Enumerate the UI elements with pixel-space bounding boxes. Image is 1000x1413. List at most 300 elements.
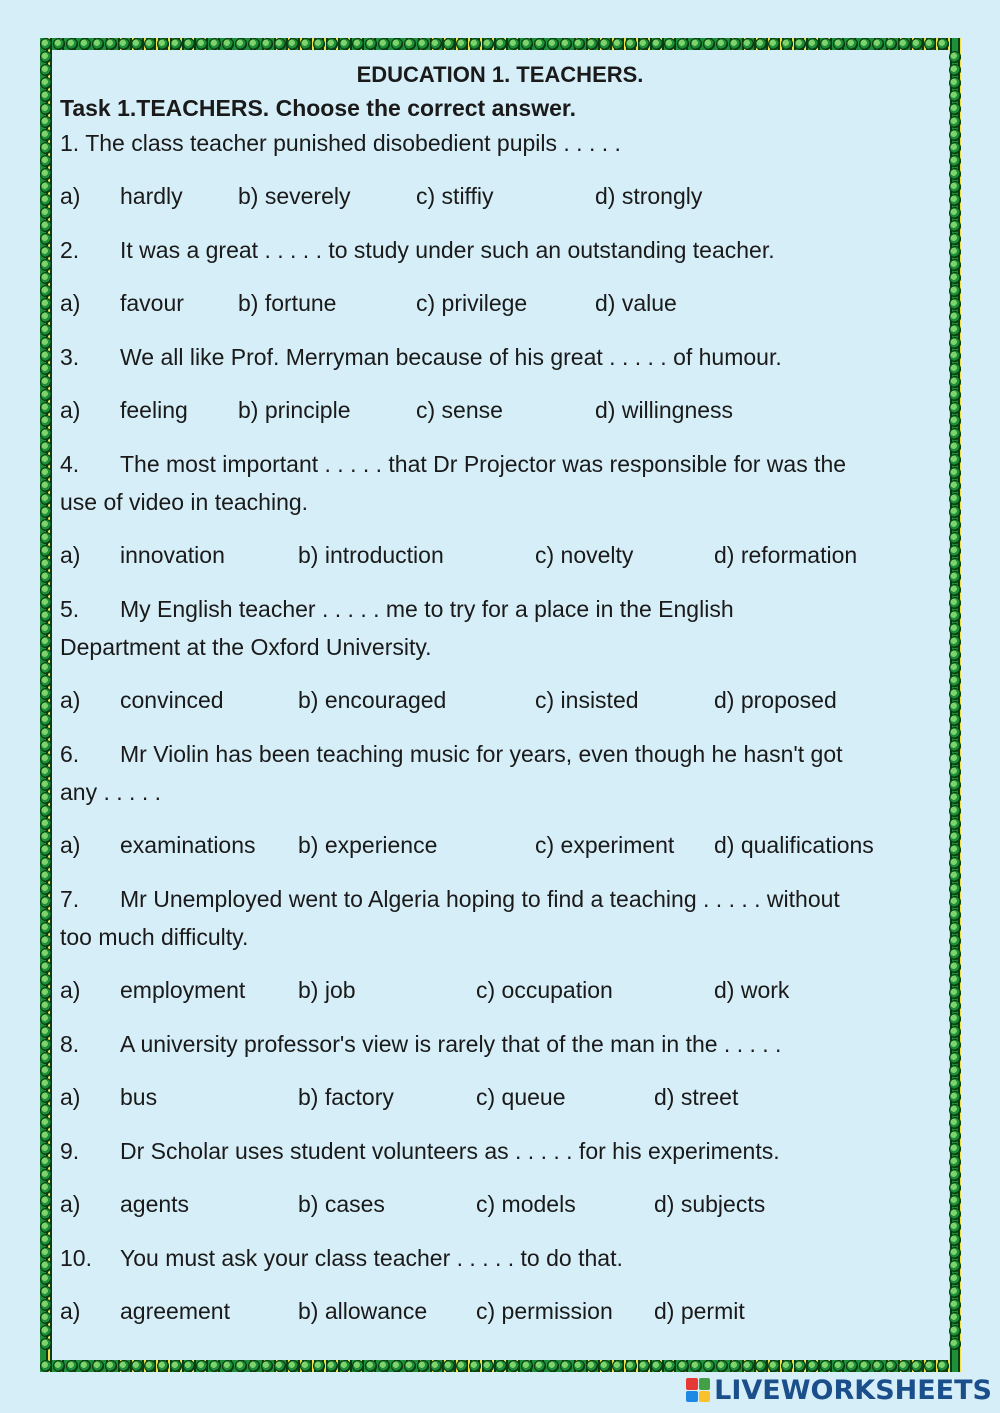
globe-icon [209, 1360, 221, 1372]
logo-square-2 [699, 1378, 711, 1390]
answer-option[interactable]: c) insisted [535, 687, 639, 713]
globe-icon [949, 376, 961, 388]
globe-icon [40, 779, 52, 791]
globe-icon [573, 38, 585, 50]
globe-icon [949, 337, 961, 349]
globe-icon [949, 870, 961, 882]
globe-icon [833, 38, 845, 50]
globe-icon [949, 1169, 961, 1181]
liveworksheets-logo [686, 1373, 992, 1407]
globe-icon [949, 766, 961, 778]
globe-icon [949, 1039, 961, 1051]
globe-icon [949, 545, 961, 557]
globe-icon [40, 571, 52, 583]
globe-icon [40, 38, 52, 50]
answer-option[interactable]: d) street [654, 1084, 739, 1110]
globe-icon [742, 38, 754, 50]
globe-icon [40, 1273, 52, 1285]
globe-icon [430, 1360, 442, 1372]
globe-icon [40, 701, 52, 713]
globe-icon [690, 1360, 702, 1372]
globe-icon [261, 38, 273, 50]
question-number: 10. [60, 1245, 92, 1271]
globe-icon [274, 1360, 286, 1372]
globe-icon [404, 38, 416, 50]
globe-icon [40, 610, 52, 622]
globe-icon [949, 1078, 961, 1090]
answer-option[interactable]: c) sense [416, 397, 503, 423]
globe-icon [261, 1360, 273, 1372]
globe-icon [40, 584, 52, 596]
globe-icon [625, 1360, 637, 1372]
globe-icon [949, 896, 961, 908]
globe-icon [40, 1169, 52, 1181]
answer-option[interactable]: hardly [120, 183, 183, 209]
globe-icon [547, 1360, 559, 1372]
globe-icon [560, 38, 572, 50]
globe-icon [949, 1208, 961, 1220]
globe-icon [949, 77, 961, 89]
question-number: 6. [60, 741, 80, 767]
globe-icon [235, 38, 247, 50]
question-number: 1. [60, 130, 80, 156]
question-text: You must ask your class teacher . . . . . to do that. [120, 1245, 623, 1271]
globe-icon [949, 792, 961, 804]
globe-icon [40, 1078, 52, 1090]
answer-option[interactable]: c) queue [476, 1084, 566, 1110]
answer-option[interactable]: b) factory [298, 1084, 394, 1110]
question-number: 5. [60, 596, 80, 622]
globe-icon [872, 1360, 884, 1372]
globe-icon [664, 38, 676, 50]
globe-icon [417, 1360, 429, 1372]
globe-icon [40, 220, 52, 232]
globe-icon [456, 1360, 468, 1372]
globe-icon [131, 1360, 143, 1372]
worksheet-content [60, 58, 940, 1346]
globe-icon [40, 298, 52, 310]
worksheet-title: EDUCATION 1. TEACHERS. [356, 62, 644, 87]
answer-option[interactable]: c) stiffiy [416, 183, 494, 209]
globe-icon [949, 584, 961, 596]
answer-option[interactable]: c) occupation [476, 977, 613, 1003]
globe-icon [949, 753, 961, 765]
globe-icon [949, 1312, 961, 1324]
globe-icon [794, 1360, 806, 1372]
answer-option[interactable]: c) novelty [535, 542, 634, 568]
answer-option[interactable]: c) permission [476, 1298, 613, 1324]
globe-icon [482, 38, 494, 50]
globe-icon [326, 38, 338, 50]
globe-border-row [40, 51, 52, 1350]
answer-option[interactable]: b) experience [298, 832, 438, 858]
globe-icon [949, 220, 961, 232]
globe-icon [949, 1299, 961, 1311]
globe-icon [40, 1260, 52, 1272]
globe-icon [352, 38, 364, 50]
globe-icon [885, 1360, 897, 1372]
globe-icon [40, 844, 52, 856]
answer-options-5 [60, 681, 940, 719]
answer-option[interactable]: employment [120, 977, 246, 1003]
answer-options-4 [60, 536, 940, 574]
globe-icon [40, 532, 52, 544]
globe-icon [391, 1360, 403, 1372]
globe-icon [40, 766, 52, 778]
answer-option[interactable]: c) privilege [416, 290, 528, 316]
globe-icon [40, 207, 52, 219]
question-number: 3. [60, 344, 80, 370]
globe-icon [949, 857, 961, 869]
globe-icon [949, 597, 961, 609]
globe-icon [949, 662, 961, 674]
option-a-marker: a) [60, 687, 81, 713]
option-a-marker: a) [60, 977, 81, 1003]
globe-icon [949, 103, 961, 115]
globe-icon [170, 38, 182, 50]
globe-icon [949, 1286, 961, 1298]
globe-icon [40, 77, 52, 89]
globe-icon [40, 727, 52, 739]
globe-icon [40, 337, 52, 349]
question-text: It was a great . . . . . to study under such an outstanding teacher. [120, 237, 775, 263]
answer-option[interactable]: b) encouraged [298, 687, 447, 713]
globe-icon [949, 1052, 961, 1064]
globe-icon [807, 1360, 819, 1372]
globe-icon [157, 1360, 169, 1372]
globe-icon [729, 1360, 741, 1372]
answer-option[interactable]: convinced [120, 687, 224, 713]
globe-icon [40, 792, 52, 804]
globe-icon [482, 1360, 494, 1372]
globe-icon [898, 1360, 910, 1372]
globe-icon [949, 129, 961, 141]
globe-icon [417, 38, 429, 50]
globe-icon [768, 1360, 780, 1372]
globe-icon [66, 1360, 78, 1372]
globe-icon [40, 1039, 52, 1051]
globe-icon [794, 38, 806, 50]
globe-icon [456, 38, 468, 50]
globe-icon [885, 38, 897, 50]
globe-icon [40, 324, 52, 336]
option-a-marker: a) [60, 1191, 81, 1217]
answer-option[interactable]: b) introduction [298, 542, 444, 568]
globe-icon [248, 1360, 260, 1372]
globe-icon [924, 1360, 936, 1372]
globe-icon [820, 38, 832, 50]
globe-icon [949, 1260, 961, 1272]
question-9 [60, 1132, 940, 1170]
globe-icon [949, 1182, 961, 1194]
globe-icon [391, 38, 403, 50]
question-1 [60, 124, 940, 162]
globe-icon [949, 1130, 961, 1142]
globe-icon [40, 1325, 52, 1337]
question-number: 9. [60, 1138, 80, 1164]
globe-icon [40, 1000, 52, 1012]
globe-icon [430, 38, 442, 50]
option-a-marker: a) [60, 290, 81, 316]
globe-icon [949, 233, 961, 245]
globe-icon [949, 1065, 961, 1077]
globe-icon [40, 285, 52, 297]
globe-icon [40, 987, 52, 999]
globe-icon [40, 1312, 52, 1324]
globe-icon [677, 1360, 689, 1372]
globe-icon [949, 350, 961, 362]
answer-option[interactable]: examinations [120, 832, 256, 858]
globe-icon [40, 233, 52, 245]
globe-icon [40, 64, 52, 76]
question-text: Mr Unemployed went to Algeria hoping to find a teaching . . . . . without [120, 886, 840, 912]
globe-icon [949, 1013, 961, 1025]
question-text: The most important . . . . . that Dr Projector was responsible for was the [120, 451, 847, 477]
globe-icon [872, 38, 884, 50]
globe-icon [40, 389, 52, 401]
globe-icon [40, 961, 52, 973]
globe-icon [144, 1360, 156, 1372]
globe-icon [949, 1273, 961, 1285]
globe-icon [222, 1360, 234, 1372]
globe-icon [40, 688, 52, 700]
globe-icon [40, 1091, 52, 1103]
globe-icon [781, 38, 793, 50]
globe-icon [911, 38, 923, 50]
globe-icon [949, 935, 961, 947]
globe-icon [949, 116, 961, 128]
globe-icon [40, 1104, 52, 1116]
globe-icon [949, 1104, 961, 1116]
globe-icon [651, 38, 663, 50]
globe-icon [949, 246, 961, 258]
globe-icon [40, 181, 52, 193]
globe-icon [638, 38, 650, 50]
logo-mark-icon [686, 1378, 710, 1402]
globe-icon [144, 38, 156, 50]
globe-icon [40, 376, 52, 388]
globe-icon [937, 38, 949, 50]
answer-options-3 [60, 391, 940, 429]
question-6 [60, 735, 940, 773]
globe-icon [40, 948, 52, 960]
globe-icon [703, 1360, 715, 1372]
globe-icon [949, 155, 961, 167]
globe-icon [755, 38, 767, 50]
answer-option[interactable]: innovation [120, 542, 225, 568]
globe-icon [105, 38, 117, 50]
question-2 [60, 231, 940, 269]
globe-icon [40, 1052, 52, 1064]
answer-option[interactable]: d) strongly [595, 183, 703, 209]
globe-icon [949, 181, 961, 193]
globe-icon [40, 1195, 52, 1207]
answer-option[interactable]: d) value [595, 290, 677, 316]
globe-icon [40, 428, 52, 440]
globe-icon [118, 38, 130, 50]
globe-icon [248, 38, 260, 50]
answer-option[interactable]: b) principle [238, 397, 351, 423]
globe-icon [352, 1360, 364, 1372]
globe-icon [40, 155, 52, 167]
globe-icon [40, 116, 52, 128]
globe-icon [949, 324, 961, 336]
answer-option[interactable]: b) cases [298, 1191, 385, 1217]
globe-icon [40, 662, 52, 674]
globe-icon [183, 38, 195, 50]
answer-option[interactable]: d) permit [654, 1298, 745, 1324]
answer-options-8 [60, 1078, 940, 1116]
globe-icon [40, 1360, 52, 1372]
globe-icon [949, 467, 961, 479]
globe-icon [40, 1117, 52, 1129]
globe-icon [40, 649, 52, 661]
option-a-marker: a) [60, 1298, 81, 1324]
globe-icon [92, 38, 104, 50]
globe-icon [949, 506, 961, 518]
globe-icon [677, 38, 689, 50]
question-7 [60, 880, 940, 918]
globe-icon [949, 610, 961, 622]
globe-icon [287, 38, 299, 50]
globe-icon [40, 454, 52, 466]
globe-icon [949, 1221, 961, 1233]
globe-icon [170, 1360, 182, 1372]
globe-icon [949, 90, 961, 102]
answer-option[interactable]: b) job [298, 977, 356, 1003]
answer-options-7 [60, 971, 940, 1009]
globe-icon [53, 38, 65, 50]
globe-icon [40, 467, 52, 479]
globe-icon [949, 194, 961, 206]
answer-option[interactable]: agreement [120, 1298, 230, 1324]
globe-icon [40, 740, 52, 752]
globe-icon [937, 1360, 949, 1372]
globe-icon [79, 38, 91, 50]
question-4-continuation: use of video in teaching. [60, 489, 309, 515]
answer-options-1 [60, 177, 940, 215]
globe-icon [40, 857, 52, 869]
question-10 [60, 1239, 940, 1277]
globe-icon [495, 1360, 507, 1372]
globe-icon [40, 623, 52, 635]
question-8 [60, 1025, 940, 1063]
globe-icon [40, 896, 52, 908]
globe-icon [949, 701, 961, 713]
answer-option[interactable]: b) fortune [238, 290, 337, 316]
logo-square-4 [699, 1391, 711, 1403]
globe-icon [40, 142, 52, 154]
globe-icon [949, 168, 961, 180]
option-a-marker: a) [60, 542, 81, 568]
answer-option[interactable]: d) work [714, 977, 790, 1003]
answer-option[interactable]: c) experiment [535, 832, 675, 858]
answer-option[interactable]: d) proposed [714, 687, 837, 713]
answer-option[interactable]: d) qualifications [714, 832, 874, 858]
globe-icon [859, 1360, 871, 1372]
answer-option[interactable]: b) severely [238, 183, 351, 209]
globe-icon [40, 441, 52, 453]
globe-icon [949, 623, 961, 635]
globe-icon [949, 1338, 961, 1350]
question-number: 4. [60, 451, 80, 477]
globe-icon [40, 363, 52, 375]
globe-icon [599, 38, 611, 50]
globe-icon [949, 311, 961, 323]
globe-icon [235, 1360, 247, 1372]
globe-icon [183, 1360, 195, 1372]
answer-option[interactable]: d) subjects [654, 1191, 766, 1217]
globe-icon [586, 38, 598, 50]
globe-icon [40, 259, 52, 271]
globe-icon [949, 259, 961, 271]
globe-icon [131, 38, 143, 50]
globe-icon [40, 103, 52, 115]
globe-icon [949, 1117, 961, 1129]
globe-icon [40, 129, 52, 141]
globe-icon [534, 38, 546, 50]
globe-icon [118, 1360, 130, 1372]
answer-option[interactable]: feeling [120, 397, 188, 423]
globe-icon [40, 597, 52, 609]
globe-icon [365, 1360, 377, 1372]
globe-icon [949, 1247, 961, 1259]
answer-option[interactable]: bus [120, 1084, 158, 1110]
answer-options-2 [60, 284, 940, 322]
globe-icon [40, 935, 52, 947]
globe-icon [949, 454, 961, 466]
globe-icon [820, 1360, 832, 1372]
globe-icon [638, 1360, 650, 1372]
globe-icon [40, 506, 52, 518]
globe-icon [40, 1182, 52, 1194]
answer-option[interactable]: c) models [476, 1191, 576, 1217]
globe-icon [949, 961, 961, 973]
question-number: 7. [60, 886, 80, 912]
answer-option[interactable]: d) willingness [595, 397, 734, 423]
globe-icon [949, 142, 961, 154]
answer-option[interactable]: agents [120, 1191, 190, 1217]
globe-icon [40, 246, 52, 258]
globe-icon [313, 38, 325, 50]
logo-square-3 [686, 1391, 698, 1403]
question-text: Mr Violin has been teaching music for years, even though he hasn't got [120, 741, 843, 767]
globe-icon [833, 1360, 845, 1372]
answer-option[interactable]: b) allowance [298, 1298, 428, 1324]
globe-icon [40, 493, 52, 505]
globe-icon [846, 1360, 858, 1372]
globe-icon [690, 38, 702, 50]
globe-icon [274, 38, 286, 50]
globe-icon [612, 1360, 624, 1372]
answer-option[interactable]: favour [120, 290, 184, 316]
globe-icon [949, 285, 961, 297]
globe-icon [300, 1360, 312, 1372]
answer-option[interactable]: d) reformation [714, 542, 858, 568]
globe-icon [40, 1156, 52, 1168]
globe-icon [40, 909, 52, 921]
globe-icon [40, 545, 52, 557]
question-5-continuation: Department at the Oxford University. [60, 634, 432, 660]
globe-icon [949, 558, 961, 570]
globe-icon [40, 1013, 52, 1025]
globe-icon [949, 727, 961, 739]
globe-icon [949, 779, 961, 791]
globe-icon [40, 1026, 52, 1038]
globe-icon [949, 714, 961, 726]
globe-icon [40, 974, 52, 986]
globe-icon [949, 441, 961, 453]
